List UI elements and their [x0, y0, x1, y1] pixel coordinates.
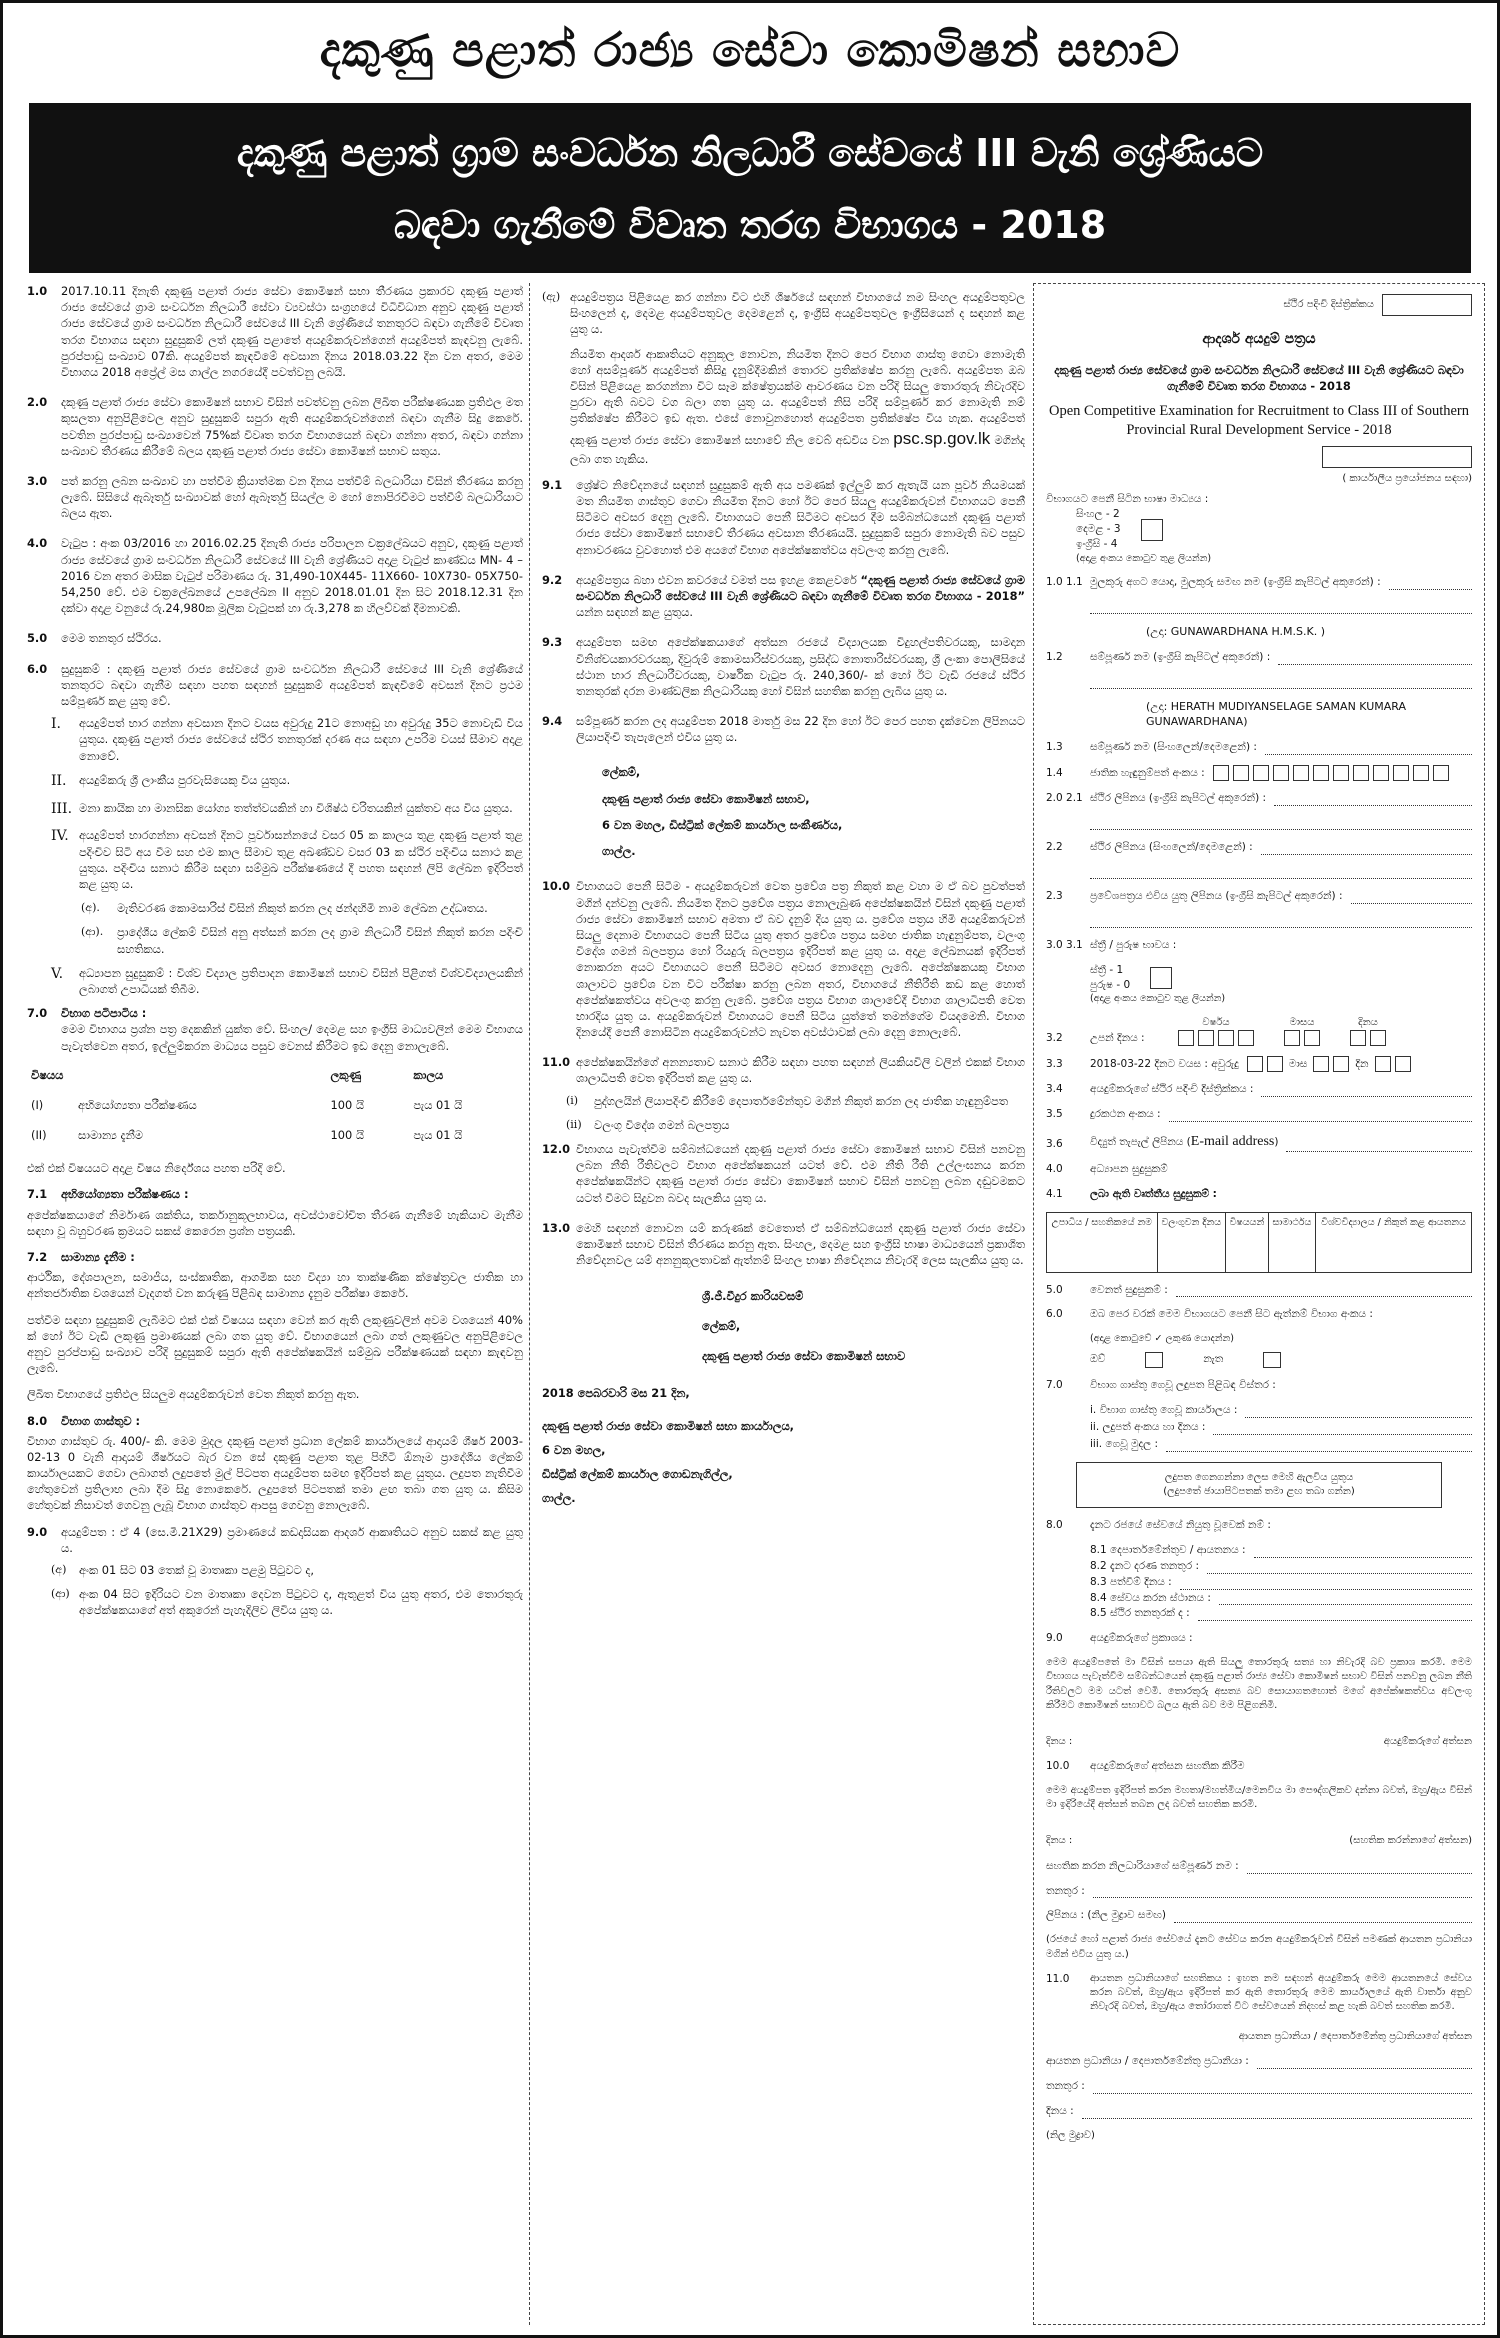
nic-boxes[interactable] — [1213, 765, 1449, 781]
qualification-item-education: V. අධ්‍යාපන සුදුසුකම් : විශ්ව විද්‍යාල ප්‍රතිපාදන කොමිෂන් සභාව විසින් පිළිගත් විශ්වවිද්‍යාලයකින් ලබාගත් උපාධියක් තිබීම. — [51, 965, 523, 996]
website-link[interactable]: psc.sp.gov.lk — [893, 428, 991, 448]
section-7-1: 7.1 අභියෝග්‍යතා පරීක්ෂණය : — [27, 1187, 189, 1202]
signature-block: ශ්‍රී.ජී.වීදුර කාරියවසම් ලේකම්, දකුණු පළාත් රාජ්‍ය සේවා කොමිෂන් සභාව — [702, 1289, 906, 1363]
qualification-item: II. අයදුම්කරු ශ්‍රී ලාංකීය පුරවැසියෙකු විය යුතුය. — [51, 772, 291, 789]
age-days-boxes[interactable] — [1375, 1056, 1411, 1072]
qualifications-table: උපාධිය / සහතිකයේ නම වලංගුවන දිනය විෂයයන් සාමාර්ථය විශ්වවිද්‍යාලය / නිකුත් කළ ආයතනය — [1046, 1212, 1472, 1273]
office-address: දකුණු පළාත් රාජ්‍ය සේවා කොමිෂන් සභා කාර්යාලය, 6 වන මහල, ඩිස්ට්‍රික් ලේකම් කාර්යාල ගොඩනැගිල්ල, ගාල්ල. — [542, 1419, 795, 1506]
exam-subjects-table: විෂයය ලකුණු කාලය (I) අභියෝග්‍යතා පරීක්ෂණය 100 යි පැය 01 යි (II) සාමාන්‍ය දැනීම 100 යි පැය 01 යි — [27, 1060, 523, 1151]
section-8-fee: 8.0 විභාග ගාස්තුව : — [27, 1413, 141, 1428]
column-1: 1.0 2017.10.11 දිනැති දකුණු පළාත් රාජ්‍ය සේවා කොමිෂන් සභා තීරණය ප්‍රකාරව දකුණු පළාත් රාජ්‍ය සේවයේ ග්‍රාම සංවර්ධන නිලධාරී සේවා ව්‍යවස්ථා සංග්‍රහයේ විධිවිධාන අනුව දකුණු පළාත් රාජ්‍ය සේවයේ ග්‍රාම සංවර්ධන නිලධාරී සේවයේ III වැනි ශ්‍රේණියේ තනතුරට බඳවා ගැනීමේ විවෘත තරග විභාගය සඳහා සුදුසුකම් ලත් දකුණු පළාතේ අයදුම්කරුවන්ගෙන් අයදුම්පත් කැඳවනු ලැබේ. පුරප්පාඩු සංඛ්‍යාව 07කි. අයදුම්පත් කැඳවීමේ අවසාන දිනය 2018.03.22 දින වන අතර, මෙම විභාගය 2018 අප්‍රේල් මස ගාල්ල නගරයේදී පවත්වනු ලබයි. 2.0 දකුණු පළාත් රාජ්‍ය සේවා කොමිෂන් සභාව විසින් පවත්වනු ලබන ලිඛිත පරීක්ෂණයක ප්‍රතිඵල මත කුසලතා අනුපිළිවෙල අනුව සුදුසුකම් සපුරා ඇති අයදුම්කරුවන්ගෙන් බඳවා ගැනීම සිදු කෙරේ. පවතින පුරප්පාඩු සංඛ්‍යාවෙන් 75%ක් විවෘත තරග විභාගයෙන් බඳවා ගන්නා අතර, බඳවා ගන්නා සංඛ්‍යාව තීරණය කිරීමේ බලය දකුණු පළාත් රාජ්‍ය සේවා කොමිෂන් සභාව සතුය. 3.0 පත් කරනු ලබන සංඛ්‍යාව හා පත්වීම ක්‍රියාත්මක වන දිනය පත්වීම් බලධාරියා විසින් තීරණය කරනු ලැබේ. සිසියේ ඇබෑර්තු සංඛ්‍යාවක් හෝ ඇබෑර්තු සියල්ල ම හෝ නොපිරවීමට පත්වීම් බලධාරියාට බලය ඇත. 4.0 වැටුප : අංක 03/2016 හා 2016.02.25 දිනැති රාජ්‍ය පරිපාලන චක්‍රලේඛයට අනුව, දකුණු පළාත් රාජ්‍ය සේවයේ ග්‍රාම සංවර්ධන නිලධාරී සේවයේ III වැනි ශ්‍රේණියට අදාළ වැටුප් කාණ්ඩය MN- 4 – 2016 වන අතර මාසික වැටුප් පරිමාණය රු. 31,490-10X445- 11X660- 10X730- 05X750- 54,250 වේ. එම චක්‍රලේඛනයේ උපලේඛන II අනුව 2018.01.01 දින සිට 2018.12.31 දින දක්වා අදාළ වනුයේ රු.24,980ක මූලික වැටුපක් හා රු.3,278 ක හිලව්වක් දීමනාවකි. 5.0 මෙම තනතුර ස්ථිරය. 6.0 සුදුසුකම් : දකුණු පළාත් රාජ්‍ය සේවයේ ග්‍රාම සංවර්ධන නිලධාරී සේවයේ III වැනි ශ්‍රේණියේ තනතුරට බඳවා ගැනීම සඳහා පහත සඳහන් සුදුසුකම් අයදුම්පත් කැඳවීමේ අවසන් දිනට ප්‍රථම සම්පූර්ණ කළ යුතු වේ. I. අයදුම්පත් භාර ගන්නා අවසාන දිනට වයස අවුරුදු 21ට නොඅඩු හා අවුරුදු 35ට නොවැඩි විය යුතුය. දකුණු පළාත් රාජ්‍ය සේවයේ ස්ථිර තනතුරක් දරණ අය සඳහා උපරිම වයස් සීමාව අදාළ නොවේ. II. අයදුම්කරු ශ්‍රී ලාංකීය පුරවැසියෙකු විය යුතුය. III. මනා කායික හා මානසික යෝග්‍ය තත්ත්වයකින් හා විශිෂ්ඨ චරිතයකින් යුක්තව අය විය යුතුය. IV. අයදුම්පත් භාරගන්නා අවසන් දිනට පූර්වාසන්නයේ වසර 05 ක කාලය තුළ දකුණු පළාත් තුළ පදිංචිව සිටි අය වීම සහ එම කාල සීමාව තුළ අඛණ්ඩව වසර 03 ක ස්ථිර පදිංචිය සනාථ කළ යුතුය. පදිංචිය සනාථ කිරීම සඳහා සම්මුඛ පරීක්ෂණයේ දී පහත සඳහන් ලිපි ලේඛන ඉදිරිපත් කළ යුතු ය. (අ). මැතිවරණ කොමසාරිස් විසින් නිකුත් කරන ලද ඡන්දහිමි නාම ලේඛන උද්ධෘතය. (ආ). ප්‍රාදේශීය ලේකම් විසින් අනු අත්සන් කරන ලද ග්‍රාම නිලධාරී විසින් නිකුත් කරන පදිංචි සහතිකය. V. අධ්‍යාපන සුදුසුකම් : විශ්ව විද්‍යාල ප්‍රතිපාදන කොමිෂන් සභාව විසින් පිළිගත් විශ්වවිද්‍යාලයකින් ලබාගත් උපාධියක් තිබීම. 7.0 විභාග පටිපාටිය : මෙම විභාගය ප්‍රශ්න පත්‍ර දෙකකින් යුක්ත වේ. සිංහල/ දෙමළ සහ ඉංග්‍රීසි මාධ්‍යවලින් මෙම විභාගය පැවැත්වෙන අතර, ඉල්ලුම්කරන මාධ්‍යය පසුව වෙනස් කිරීමට ඉඩ දෙනු නොලැබේ. විෂයය ලකුණු කාලය (I) අභියෝග්‍යතා පරීක්ෂණය 100 යි පැය 01 යි (II) සාමාන්‍ය දැනීම 100 යි පැය 01 යි එක් එක් විෂයයට අදාළ විෂය නිර්දේශය පහත පරිදි වේ. 7.1 අභියෝග්‍යතා පරීක්ෂණය : අපේක්ෂකයාගේ නිර්මාණ ශක්තිය, තර්කානුකූලභාවය, අවස්ථාවෝචිත තීරණ ගැනීමේ හැකියාව මැනීම සඳහා වූ බහුවරණ ක්‍රමයට සකස් කෙරෙන ප්‍රශ්න පත්‍රයකි. 7.2 සාමාන්‍ය දැනීම : ආර්ථික, දේශපාලන, සමාජීය, සංස්කෘතික, ආගමික සහ විද්‍යා හා තාක්ෂණික ක්ෂේත්‍රවල ජාතික හා අන්තර්ජාතික වශයෙන් වැදගත් වන කරුණු පිළිබඳ සාමාන්‍ය දැනුම පරීක්ෂා කෙරේ. පත්වීම සඳහා සුදුසුකම් ලැබීමට එක් එක් විෂයය සඳහා වෙන් කර ඇති ලකුණුවලින් අවම වශයෙන් 40% ක් හෝ ඊට වැඩි ලකුණු ප්‍රමාණයක් ලබා ගත යුතු වේ. විභාගයෙන් ලබා ගත් ලකුණුවල අනුපිළිවෙල අනුව පුරප්පාඩු සංඛ්‍යාව පරිදි සුදුසුකම් සපුරා ඇති අපේක්ෂකයින් සම්මුඛ පරීක්ෂණයක් සඳහා කැඳවනු ලැබේ. ලිඛිත විභාගයේ ප්‍රතිඵල සියලුම අයදුම්කරුවන් වෙත නිකුත් කරනු ඇත. 8.0 විභාග ගාස්තුව : විභාග ගාස්තුව රු. 400/- කි. මෙම මුදල දකුණු පළාත් ප්‍රධාන ලේකම් කාර්යාලයේ ආදායම් ශීර්ෂ 2003-02-13 0 වැනි ආදායම් ශීර්ෂයට බැර වන සේ දකුණු පළාත තුළ පිහිටි ඕනෑම ප්‍රාදේශීය ලේකම් කාර්යාලයකට ගෙවා ලබාගත් ලදුපතේ මුල් පිටපත අයදුම්පත සමඟ ඉදිරිපත් කළ යුතුය. ලදුපත නැතිවීම හේතුවෙන් ප්‍රතිලාභ ලබා දීම සිදු නොකෙරේ. ලදුපතේ පිටපතක් තමා ළඟ තබා ගත යුතු ය. කිසිම හේතුවක් නිසාවත් ගෙවනු ලැබූ විභාග ගාස්තුව ආපසු ගෙවනු නොලැබේ. 9.0 අයදුම්පත : ඒ 4 (සෙ.මී.21X29) ප්‍රමාණයේ කඩදාසියක ආදර්ශ ආකෘතියට අනුව සකස් කළ යුතු ය. (අ) අංක 01 සිට 03 තෙක් වූ මාතෘකා පළමු පිටුවට ද, (ආ) අංක 04 සිට ඉදිරියට වන මාතෘකා දෙවන පිටුවට ද, ඇතුළත් විය යුතු අතර, එම තොරතුරු අපේක්ෂකයාගේ අත් අකුරෙන් පැහැදිලිව ලිවිය යුතු ය. — [27, 284, 523, 1618]
section-1: 1.0 2017.10.11 දිනැති දකුණු පළාත් රාජ්‍ය සේවා කොමිෂන් සභා තීරණය ප්‍රකාරව දකුණු පළාත් රාජ්‍ය සේවයේ ග්‍රාම සංවර්ධන නිලධාරී සේවා ව්‍යවස්ථා සංග්‍රහයේ විධිවිධාන අනුව දකුණු පළාත් රාජ්‍ය සේවයේ ග්‍රාම සංවර්ධන නිලධාරී සේවයේ III වැනි ශ්‍රේණියේ තනතුරට බඳවා ගැනීමේ විවෘත තරග විභාගය සඳහා සුදුසුකම් ලත් දකුණු පළාතේ අයදුම්කරුවන්ගෙන් අයදුම්පත් කැඳවනු ලැබේ. පුරප්පාඩු සංඛ්‍යාව 07කි. අයදුම්පත් කැඳවීමේ අවසාන දිනය 2018.03.22 දින වන අතර, මෙම විභාගය 2018 අප්‍රේල් මස ගාල්ල නගරයේදී පවත්වනු ලබයි. — [27, 284, 523, 379]
residence-doc-item: (අ). මැතිවරණ කොමසාරිස් විසින් නිකුත් කරන ලද ඡන්දහිමි නාම ලේඛන උද්ධෘතය. — [81, 901, 488, 916]
title-banner — [29, 103, 1471, 273]
model-application-form: ස්ථිර පදිංචි දිස්ත්‍රික්කය ආදර්ශ අයදුම් පත්‍රය දකුණු පළාත් රාජ්‍ය සේවයේ ග්‍රාම සංවර්ධන නිලධාරී සේවයේ III වැනි ශ්‍රේණියට බඳවා ගැනීමේ විවෘත තරග විභාගය - 2018 Open Competitive Examination for Recruitment to Class III of Southern Provincial Rural Development Service - 2018 ( කාර්යාලීය ප්‍රයෝජනය සඳහා) විභාගයට පෙනී සිටින භාෂා මාධ්‍යය : සිංහල - 2 දෙමළ - 3 ඉංග්‍රීසි - 4 (අදාළ අංකය කොටුව තුළ ලියන්න) 1.0 1.1 මුලකුරු අගට යොදා, මුලකුරු සමඟ නම (ඉංග්‍රීසි කැපිටල් අකුරෙන්) : (උදා: GUNAWARDHANA H.M.S.K. ) 1.2 සම්පූර්ණ නම (ඉංග්‍රීසි කැපිටල් අකුරෙන්) : (උදා: HERATH MUDIYANSELAGE SAMAN KUMARA GUNAWARDHANA) 1.3 සම්පූර්ණ නම (සිංහලෙන්/දෙමළෙන්) : 1.4 ජාතික හැඳුනුම්පත් අංකය : 2.0 2.1 ස්ථිර ලිපිනය (ඉංග්‍රීසි කැපිටල් අකුරෙන්) : 2.2 ස්ථිර ලිපිනය (සිංහලෙන්/දෙමළෙන්) : 2.3 ප්‍රවේශපත්‍රය එවිය යුතු ලිපිනය (ඉංග්‍රීසි කැපිටල් අකුරෙන්) : 3.0 3.1 ස්ත්‍රී / පුරුෂ භාවය : ස්ත්‍රී - 1 පුරුෂ - 0 (අදාළ අංකය කොටුව තුළ ලියන්න) 3.2 උපන් දිනය : වර්ෂය මාසය දිනය 3.3 2018-03-22 දිනට වයස : අවුරුදු මාස දින 3.4 අයදුම්කරුගේ ස්ථිර පදිංචි දිස්ත්‍රික්කය : 3.5 දුරකථන අංකය : 3.6 විද්‍යුත් තැපැල් ලිපිනය (E-mail address) 4.0 අධ්‍යාපන සුදුසුකම් 4.1 ලබා ඇති වෘත්තීය සුදුසුකම් : උපාධිය / සහතිකයේ නම වලංගුවන දිනය විෂයයන් සාමාර්ථය විශ්වවිද්‍යාලය / නිකුත් කළ ආයතනය 5.0 වෙනත් සුදුසුකම් : 6.0 ඔබ පෙර වරක් මෙම විභාගයට පෙනී සිට ඇත්නම් විභාග අංකය : (අදාළ කොටුවේ ✓ ලකුණ යොදන්න) ඔව් නැත 7.0 විභාග ගාස්තු ගෙවූ ලදුපත පිළිබඳ විස්තර : i. විභාග ගාස්තු ගෙවූ කාර්යාලය : ii. ලදුපත් අංකය හා දිනය : iii. ගෙවූ මුදල : ලදුපත ගෙනගන්නා ලෙස මෙහි ඇලවිය යුතුය (ලදුපතේ ඡායාපිටපතක් තමා ළඟ තබා ගන්න) 8.0 දැනට රජයේ සේවයේ නියුතු වූවෙක් නම් : 8.1 දෙපාර්තමේන්තුව / ආයතනය : 8.2 දැනට දරණ තනතුර : 8.3 පත්වීම් දිනය : 8.4 සේවය කරන ස්ථානය : 8.5 ස්ථිර තනතුරක් ද : 9.0 අයදුම්කරුගේ ප්‍රකාශය : මෙම අයදුම්පතේ මා විසින් සපයා ඇති සියලු තොරතුරු සත්‍ය හා නිවැරදි බව ප්‍රකාශ කරමි. මෙම විභාගය පැවැත්වීම සම්බන්ධයෙන් දකුණු පළාත් රාජ්‍ය සේවා කොමිෂන් සභාව විසින් පනවනු ලබන නීති රීතිවලට මම යටත් වෙමි. තොරතුරු අසත්‍ය බව සොයාගතහොත් මගේ අපේක්ෂකත්වය අවලංගු කිරීමට කොමිෂන් සභාවට බලය ඇති බව මම පිළිගනිමි. දිනය : අයදුම්කරුගේ අත්සන 10.0 අයදුම්කරුගේ අත්සන සහතික කිරීම මෙම අයදුම්පත ඉදිරිපත් කරන මහතා/මහත්මිය/මෙනවිය මා පෞද්ගලිකව දන්නා බවත්, ඔහු/ඇය විසින් මා ඉදිරියේදී අත්සන් තබන ලද බවත් සහතික කරමි. දිනය : (සහතික කරන්නාගේ අත්සන) සහතික කරන නිලධාරියාගේ සම්පූර්ණ නම : තනතුර : ලිපිනය : (නිල මුද්‍රාව සමඟ) (රජයේ හෝ පළාත් රාජ්‍ය සේවයේ දැනට සේවය කරන අයදුම්කරුවන් විසින් පමණක් ආයතන ප්‍රධානියා මගින් එවිය යුතු ය.) 11.0 ආයතන ප්‍රධානියාගේ සහතිකය : ඉහත නම සඳහන් අයදුම්කරු මෙම ආයතනයේ සේවය කරන බවත්, ඔහු/ඇය ඉදිරිපත් කර ඇති තොරතුරු මෙම කාර්යාලයේ ඇති වාර්තා අනුව නිවැරදි බවත්, ඔහු/ඇය තෝරාගත් විට සේවයෙන් නිදහස් කළ හැකි බවත් සහතික කරමි. ආයතන ප්‍රධානියා / දෙපාර්තමේන්තු ප්‍රධානියාගේ අත්සන ආයතන ප්‍රධානියා / දෙපාර්තමේන්තු ප්‍රධානියා : තනතුර : දිනය : (නිල මුද්‍රාව) — [1033, 283, 1485, 2325]
id-doc-item: (i) පුද්ගලයින් ලියාපදිංචි කිරීමේ දෙපාර්තමේන්තුව මගින් නිකුත් කරන ලද ජාතික හැඳුනුම්පත — [566, 1093, 1008, 1108]
section-4-salary: 4.0 වැටුප : අංක 03/2016 හා 2016.02.25 දිනැති රාජ්‍ය පරිපාලන චක්‍රලේඛයට අනුව, දකුණු පළාත් රාජ්‍ය සේවයේ ග්‍රාම සංවර්ධන නිලධාරී සේවයේ III වැනි ශ්‍රේණියට අදාළ වැටුප් කාණ්ඩය MN- 4 – 2016 වන අතර මාසික වැටුප් පරිමාණය රු. 31,490-10X445- 11X660- 10X730- 05X750- 54,250 වේ. එම චක්‍රලේඛනයේ උපලේඛන II අනුව 2018.01.01 දින සිට 2018.12.31 දින දක්වා අදාළ වනුයේ රු.24,980ක මූලික වැටුපක් හා රු.3,278 ක හිලව්වක් දීමනාවකි. — [27, 536, 523, 616]
notice-body — [17, 283, 1483, 2325]
form-english-title: Open Competitive Examination for Recruitment to Class III of Southern Provincial Rural Development Service - 2018 — [1048, 403, 1469, 439]
qualification-item: IV. අයදුම්පත් භාරගන්නා අවසන් දිනට පූර්වාසන්නයේ වසර 05 ක කාලය තුළ දකුණු පළාත් තුළ පදිංචිව සිටි අය වීම සහ එම කාල සීමාව තුළ අඛණ්ඩව වසර 03 ක ස්ථිර පදිංචිය සනාථ කළ යුතුය. පදිංචිය සනාථ කිරීම සඳහා සම්මුඛ පරීක්ෂණයේ දී පහත සඳහන් ලිපි ලේඛන ඉදිරිපත් කළ යුතු ය. — [51, 828, 523, 891]
application-item: (ඇ) අයදුම්පත්‍රය පිළියෙළ කර ගන්නා විට එහි ශීර්ෂයේ සඳහන් විභාගයේ නම සිංහල අයදුම්පතුවල සිංහලෙන් ද, දෙමළ අයදුම්පතුවල දෙමළෙන් ද, ඉංග්‍රීසි අයදුම්පතුවල ඉංග්‍රීසියෙන් ද සඳහන් කළ යුතු ය. — [542, 290, 1025, 337]
section-12: 12.0 විභාගය පැවැත්වීම සම්බන්ධයෙන් දකුණු පළාත් රාජ්‍ය සේවා කොමිෂන් සභාව විසින් පනවනු ලබන නීති රීතිවලට විභාග අපේක්ෂකයන් යටත් වේ. එම නීති රීති උල්ලංඝනය කරන අපේක්ෂකයින්ට දකුණු පළාත් රාජ්‍ය සේවා කොමිෂන් සභාව විසින් පනවනු ලබන දඬුවමකට යටත් වීමට සිදුවන බවද සැලකිය යුතු ය. — [542, 1142, 1025, 1205]
column-2: (ඇ) අයදුම්පත්‍රය පිළියෙළ කර ගන්නා විට එහි ශීර්ෂයේ සඳහන් විභාගයේ නම සිංහල අයදුම්පතුවල සිංහලෙන් ද, දෙමළ අයදුම්පතුවල දෙමළෙන් ද, ඉංග්‍රීසි අයදුම්පතුවල ඉංග්‍රීසියෙන් ද සඳහන් කළ යුතු ය. නියමිත ආදර්ශ ආකෘතියට අනුකූල නොවන, නියමිත දිනට පෙර විභාග ගාස්තු ගෙවා නොමැති හෝ අසම්පූර්ණ අයදුම්පත් කිසිදු දැනුම්දීමකින් තොරව ප්‍රතික්ෂේප කරනු ලැබේ. අයදුම්පත ඔබ විසින් පිළියෙළ කරගන්නා විට සෑම ක්ෂේත්‍රයක්ම ආවරණය වන පරිදි සියලු තොරතුරු නිවැරදිව පුරවා ඇති බවට වග බලා ගත යුතු ය. අයදුම්පත් නිසි පරිදි සම්පූර්ණ කර නොමැති නම් ප්‍රතික්ෂේප කිරීමට ඉඩ ඇත. එසේ නොවුනහොත් අයදුම්පත ප්‍රතික්ෂේප විය හැක. අයදුම්පත් දකුණු පළාත් රාජ්‍ය සේවා කොමිෂන් සභාවේ නිල වෙබ් අඩවිය වන psc.sp.gov.lk මගින්ද ලබා ගත හැකිය. 9.1 ශ්‍රේෂ්ට නිවේදනයේ සඳහන් සුදුසුකම් ඇති අය පමණක් ඉල්ලුම් කර ඇතැයි යන පූර්ව නියමයක් මත නියමිත ගාස්තුව ගෙවා නියමිත දිනට හෝ ඊට පෙර සියලු අයදුම්කරුවන් විභාගයට පෙනී සිටීමට අවසර දෙනු ලැබේ. විභාගයට පෙනී සිටීමට අවසර දීම සම්බන්ධයෙන් දකුණු පළාත් රාජ්‍ය සේවා කොමිෂන් සභාවේ තීරණය අවසාන තීරණයයි. සුදුසුකම් සපුරා නොමැති බව පසුව අනාවරණය වුවහොත් එම අයගේ විභාග අපේක්ෂකත්වය අවලංගු කරනු ලැබේ. 9.2 අයදුම්පත්‍රය බහා එවන කවරයේ වමත් පස ඉහළ කෙළවරේ “දකුණු පළාත් රාජ්‍ය සේවයේ ග්‍රාම සංවර්ධන නිලධාරී සේවයේ III වැනි ශ්‍රේණියට බඳවා ගැනීමේ විවෘත තරග විභාගය - 2018” යන්න සඳහන් කළ යුතුය. 9.3 අයදුම්පත සමඟ අපේක්ෂකයාගේ අත්සන රජයේ විද්‍යාලයක විදුහල්පතිවරයකු, සාමදාන විනිශ්චයකාරවරයකු, දිවුරුම් කොමසාරිස්වරයකු, ප්‍රසිද්ධ නොතාරිස්වරයකු, ශ්‍රී ලංකා පොලීසියේ ස්ථාන භාර නිලධාරීවරයකු, වාර්ෂික වැටුප රු. 240,360/- ක් හෝ ඊට වැඩි රජයේ ස්ථිර තනතුරක් දරන මාණ්ඩලික නිලධාරියකු හෝ විසින් සහතික කරනු ලැබිය යුතු ය. 9.4 සම්පූර්ණ කරන ලද අයදුම්පත 2018 මාර්තු මස 22 දින හෝ ඊට පෙර පහත දැක්වෙන ලිපිනයට ලියාපදිංචි තැපැලෙන් එවිය යුතු ය. ලේකම්, දකුණු පළාත් රාජ්‍ය සේවා කොමිෂන් සභාව, 6 වන මහල, ඩිස්ට්‍රික් ලේකම් කාර්යාල සංකීර්ණය, ගාල්ල. 10.0 විභාගයට පෙනී සිටීම - අයදුම්කරුවන් වෙත ප්‍රවේශ පත්‍ර නිකුත් කළ වහා ම ඒ බව පුවත්පත් මගින් දන්වනු ලැබේ. නියමිත දිනට ප්‍රවේශ පත්‍රය නොලැබුණ අපේක්ෂකයින් විසින් දකුණු පළාත් රාජ්‍ය සේවා කොමිෂන් සභාව අමතා ඒ බව දැනුම් දිය යුතු ය. ප්‍රවේශ පත්‍රය හිමි අයදුම්කරුවන් සියලු දෙනාම විභාගයට පෙනී සිටිය යුතු අතර ප්‍රවේශ පත්‍රය සමඟ ජාතික හැඳුනුම්පත, වලංගු විදේශ ගමන් බලපත්‍රය හෝ රියදුරු බලපත්‍රය ඉදිරිපත් කළ යුතු ය. අදාළ ලේඛනයක් ඉදිරිපත් නොකරන අයට විභාගයට පෙනී සිටීමට අවසර නොදෙනු ලැබේ. අපේක්ෂකයකු විභාග ශාලාවට ප්‍රවේශ වන විට පරීක්ෂා කරනු ලබන අතර, විභාගයේ නීතිරීති කඩ කළ හොත් අපේක්ෂකත්වය අවලංගු කරනු ලැබේ. ප්‍රවේශ පත්‍රය විභාග ශාලාවේදී විභාග ශාලාධිපති වෙත භාරදිය යුතු ය. අයදුම්කරුවන් විභාගයට පෙනී සිටිය යුත්තේ තමන්ගේම වියදමෙනි. විභාග දිනයේදී පෙනී නොසිටින අයදුම්කරුවන්ට නැවත අවස්ථාවක් ලබා දෙනු නොලැබේ. 11.0 අපේක්ෂකයින්ගේ අනන්‍යතාව සනාථ කිරීම සඳහා පහත සඳහන් ලියකියවිලි වලින් එකක් විභාග ශාලාධිපති වෙත ඉදිරිපත් කළ යුතු ය. (i) පුද්ගලයින් ලියාපදිංචි කිරීමේ දෙපාර්තමේන්තුව මගින් නිකුත් කරන ලද ජාතික හැඳුනුම්පත (ii) වලංගු විදේශ ගමන් බලපත්‍රය 12.0 විභාගය පැවැත්වීම සම්බන්ධයෙන් දකුණු පළාත් රාජ්‍ය සේවා කොමිෂන් සභාව විසින් පනවනු ලබන නීති රීතිවලට විභාග අපේක්ෂකයන් යටත් වේ. එම නීති රීති උල්ලංඝනය කරන අපේක්ෂකයින්ට දකුණු පළාත් රාජ්‍ය සේවා කොමිෂන් සභාව විසින් පනවනු ලබන දඬුවමකට යටත් වීමට සිදුවන බවද සැලකිය යුතු ය. 13.0 මෙහි සඳහන් නොවන යම් කරුණක් වෙතොත් ඒ සම්බන්ධයෙන් දකුණු පළාත් රාජ්‍ය සේවා කොමිෂන් සභාව විසින් තීරණය කරනු ඇත. සිංහල, දෙමළ සහ ඉංග්‍රීසි භාෂා මාධ්‍යයෙන් ප්‍රකාශිත නිවේදනවල යම් අනනුකූලතාවක් ඇත්නම් සිංහල භාෂා නිවේදනය නිවැරදි ලෙස සැලකිය යුතු ය. ශ්‍රී.ජී.වීදුර කාරියවසම් ලේකම්, දකුණු පළාත් රාජ්‍ය සේවා කොමිෂන් සභාව 2018 පෙබරවාරි මස 21 දින, දකුණු පළාත් රාජ්‍ය සේවා කොමිෂන් සභා කාර්යාලය, 6 වන මහල, ඩිස්ට්‍රික් ලේකම් කාර්යාල ගොඩනැගිල්ල, ගාල්ල. — [529, 283, 1025, 2325]
qualification-item: I. අයදුම්පත් භාර ගන්නා අවසාන දිනට වයස අවුරුදු 21ට නොඅඩු හා අවුරුදු 35ට නොවැඩි විය යුතුය. දකුණු පළාත් රාජ්‍ය සේවයේ ස්ථිර තනතුරක් දරණ අය සඳහා උපරිම වයස් සීමාව අදාළ නොවේ. — [51, 716, 523, 763]
section-7-2: 7.2 සාමාන්‍ය දැනීම : — [27, 1250, 135, 1264]
id-doc-item: (ii) වලංගු විදේශ ගමන් බලපත්‍රය — [566, 1117, 730, 1132]
section-9-1: 9.1 ශ්‍රේෂ්ට නිවේදනයේ සඳහන් සුදුසුකම් ඇති අය පමණක් ඉල්ලුම් කර ඇතැයි යන පූර්ව නියමයක් මත නියමිත ගාස්තුව ගෙවා නියමිත දිනට හෝ ඊට පෙර සියලු අයදුම්කරුවන් විභාගයට පෙනී සිටීමට අවසර දෙනු ලැබේ. විභාගයට පෙනී සිටීමට අවසර දීම සම්බන්ධයෙන් දකුණු පළාත් රාජ්‍ය සේවා කොමිෂන් සභාවේ තීරණය අවසාන තීරණයයි. සුදුසුකම් සපුරා නොමැති බව පසුව අනාවරණය වුවහොත් එම අයගේ විභාග අපේක්ෂකත්වය අවලංගු කරනු ලැබේ. — [542, 477, 1025, 557]
section-11: 11.0 අපේක්ෂකයින්ගේ අනන්‍යතාව සනාථ කිරීම සඳහා පහත සඳහන් ලියකියවිලි වලින් එකක් විභාග ශාලාධිපති වෙත ඉදිරිපත් කළ යුතු ය. — [542, 1055, 1025, 1086]
application-item: (ආ) අංක 04 සිට ඉදිරියට වන මාතෘකා දෙවන පිටුවට ද, ඇතුළත් විය යුතු අතර, එම තොරතුරු අපේක්ෂකයාගේ අත් අකුරෙන් පැහැදිලිව ලිවිය යුතු ය. — [51, 1587, 523, 1618]
district-input[interactable] — [1261, 1083, 1472, 1097]
application-item: (අ) අංක 01 සිට 03 තෙක් වූ මාතෘකා පළමු පිටුවට ද, — [51, 1563, 315, 1577]
full-name-input[interactable] — [1278, 651, 1472, 665]
table-row: (II) සාමාන්‍ය දැනීම 100 යි පැය 01 යි — [31, 1128, 463, 1143]
section-13: 13.0 මෙහි සඳහන් නොවන යම් කරුණක් වෙතොත් ඒ සම්බන්ධයෙන් දකුණු පළාත් රාජ්‍ය සේවා කොමිෂන් සභාව විසින් තීරණය කරනු ඇත. සිංහල, දෙමළ සහ ඉංග්‍රීසි භාෂා මාධ්‍යයෙන් ප්‍රකාශිත නිවේදනවල යම් අනනුකූලතාවක් ඇත්නම් සිංහල භාෂා නිවේදනය නිවැරදි ලෙස සැලකිය යුතු ය. — [542, 1220, 1025, 1268]
gender-box[interactable] — [1150, 967, 1172, 989]
section-10: 10.0 විභාගයට පෙනී සිටීම - අයදුම්කරුවන් වෙත ප්‍රවේශ පත්‍ර නිකුත් කළ වහා ම ඒ බව පුවත්පත් මගින් දන්වනු ලැබේ. නියමිත දිනට ප්‍රවේශ පත්‍රය නොලැබුණ අපේක්ෂකයින් විසින් දකුණු පළාත් රාජ්‍ය සේවා කොමිෂන් සභාව අමතා ඒ බව දැනුම් දිය යුතු ය. ප්‍රවේශ පත්‍රය හිමි අයදුම්කරුවන් සියලු දෙනාම විභාගයට පෙනී සිටිය යුතු අතර ප්‍රවේශ පත්‍රය සමඟ ජාතික හැඳුනුම්පත, වලංගු විදේශ ගමන් බලපත්‍රය හෝ රියදුරු බලපත්‍රය ඉදිරිපත් කළ යුතු ය. අදාළ ලේඛනයක් ඉදිරිපත් නොකරන අයට විභාගයට පෙනී සිටීමට අවසර නොදෙනු ලැබේ. අපේක්ෂකයකු විභාග ශාලාවට ප්‍රවේශ වන විට පරීක්ෂා කරනු ලබන අතර, විභාගයේ නීතිරීති කඩ කළ හොත් අපේක්ෂකත්වය අවලංගු කරනු ලැබේ. ප්‍රවේශ පත්‍රය විභාග ශාලාවේදී විභාග ශාලාධිපති වෙත භාරදිය යුතු ය. අයදුම්කරුවන් විභාගයට පෙනී සිටිය යුත්තේ තමන්ගේම වියදමෙනි. විභාග දිනයේදී පෙනී නොසිටින අයදුම්කරුවන්ට නැවත අවස්ථාවක් ලබා දෙනු නොලැබේ. — [542, 879, 1025, 1040]
phone-input[interactable] — [1169, 1108, 1472, 1122]
form-title: ආදර්ශ අයදුම් පත්‍රය — [1202, 331, 1316, 347]
section-2: 2.0 දකුණු පළාත් රාජ්‍ය සේවා කොමිෂන් සභාව විසින් පවත්වනු ලබන ලිඛිත පරීක්ෂණයක ප්‍රතිඵල මත කුසලතා අනුපිළිවෙල අනුව සුදුසුකම් සපුරා ඇති අයදුම්කරුවන්ගෙන් බඳවා ගැනීම සිදු කෙරේ. පවතින පුරප්පාඩු සංඛ්‍යාවෙන් 75%ක් විවෘත තරග විභාගයෙන් බඳවා ගන්නා අතර, බඳවා ගන්නා සංඛ්‍යාව තීරණය කිරීමේ බලය දකුණු පළාත් රාජ්‍ය සේවා කොමිෂන් සභාව සතුය. — [27, 395, 523, 458]
residence-doc-item: (ආ). ප්‍රාදේශීය ලේකම් විසින් අනු අත්සන් කරන ලද ග්‍රාම නිලධාරී විසින් නිකුත් කරන පදිංචි සහතිකය. — [81, 925, 523, 956]
section-5: 5.0 මෙම තනතුර ස්ථිරය. — [27, 631, 162, 646]
name-initials-input[interactable] — [1389, 576, 1472, 590]
other-qualifications-input[interactable] — [1176, 1283, 1472, 1297]
birth-year-boxes[interactable] — [1178, 1030, 1254, 1046]
medium-box[interactable] — [1141, 519, 1163, 541]
district-box[interactable] — [1382, 294, 1472, 316]
birth-month-boxes[interactable] — [1284, 1030, 1320, 1046]
full-name-sinhala-input[interactable] — [1265, 741, 1472, 755]
postal-address: ලේකම්, දකුණු පළාත් රාජ්‍ය සේවා කොමිෂන් සභාව, 6 වන මහල, ඩිස්ට්‍රික් ලේකම් කාර්යාල සංකීර්ණය, ගාල්ල. — [602, 765, 843, 859]
section-9-2: 9.2 අයදුම්පත්‍රය බහා එවන කවරයේ වමත් පස ඉහළ කෙළවරේ “දකුණු පළාත් රාජ්‍ය සේවයේ ග්‍රාම සංවර්ධන නිලධාරී සේවයේ III වැනි ශ්‍රේණියට බඳවා ගැනීමේ විවෘත තරග විභාගය - 2018” යන්න සඳහන් කළ යුතුය. — [542, 572, 1025, 620]
birth-day-boxes[interactable] — [1350, 1030, 1386, 1046]
section-7-procedure: 7.0 විභාග පටිපාටිය : මෙම විභාගය ප්‍රශ්න පත්‍ර දෙකකින් යුක්ත වේ. සිංහල/ දෙමළ සහ ඉංග්‍රීසි මාධ්‍යවලින් මෙම විභාගය පැවැත්වෙන අතර, ඉල්ලුම්කරන මාධ්‍යය පසුව වෙනස් කිරීමට ඉඩ දෙනු නොලැබේ. — [27, 1006, 523, 1053]
section-9-3: 9.3 අයදුම්පත සමඟ අපේක්ෂකයාගේ අත්සන රජයේ විද්‍යාලයක විදුහල්පතිවරයකු, සාමදාන විනිශ්චයකාරවරයකු, දිවුරුම් කොමසාරිස්වරයකු, ප්‍රසිද්ධ නොතාරිස්වරයකු, ශ්‍රී ලංකා පොලීසියේ ස්ථාන භාර නිලධාරීවරයකු, වාර්ෂික වැටුප රු. 240,360/- ක් හෝ ඊට වැඩි රජයේ ස්ථිර තනතුරක් දරන මාණ්ඩලික නිලධාරියකු හෝ විසින් සහතික කරනු ලැබිය යුතු ය. — [542, 635, 1025, 698]
title-line-2: බඳවා ගැනීමේ විවෘත තරග විභාගය - 2018 — [393, 203, 1107, 247]
permanent-address-sinhala-input[interactable] — [1261, 841, 1472, 855]
exam-table-note: එක් එක් විෂයයට අදාළ විෂය නිර්දේශය පහත පරිදි වේ. — [27, 1161, 286, 1176]
table-row: (I) අභියෝග්‍යතා පරීක්ෂණය 100 යි පැය 01 යි — [31, 1097, 463, 1112]
section-3: 3.0 පත් කරනු ලබන සංඛ්‍යාව හා පත්වීම ක්‍රියාත්මක වන දිනය පත්වීම් බලධාරියා විසින් තීරණය කරනු ලැබේ. සිසියේ ඇබෑර්තු සංඛ්‍යාවක් හෝ ඇබෑර්තු සියල්ල ම හෝ නොපිරවීමට පත්වීම් බලධාරියාට බලය ඇත. — [27, 473, 523, 521]
form-subtitle: දකුණු පළාත් රාජ්‍ය සේවයේ ග්‍රාම සංවර්ධන නිලධාරී සේවයේ III වැනි ශ්‍රේණියට බඳවා ගැනීමේ විවෘත තරග විභාගය - 2018 — [1054, 362, 1464, 394]
receipt-paste-box: ලදුපත ගෙනගන්නා ලෙස මෙහි ඇලවිය යුතුය (ලදුපතේ ඡායාපිටපතක් තමා ළඟ තබා ගන්න) — [1076, 1462, 1442, 1508]
title-line-1: දකුණු පළාත් ග්‍රාම සංවර්ධන නිලධාරී සේවයේ III වැනි ශ්‍රේණියට — [236, 131, 1264, 175]
age-months-boxes[interactable] — [1313, 1056, 1349, 1072]
office-use-box[interactable] — [1322, 446, 1472, 468]
admission-address-input[interactable] — [1351, 890, 1472, 904]
no-checkbox[interactable] — [1263, 1352, 1281, 1368]
email-input[interactable] — [1286, 1138, 1472, 1152]
notice-date: 2018 පෙබරවාරි මස 21 දින, — [542, 1386, 690, 1401]
commission-name: දකුණු පළාත් රාජ්‍ය සේවා කොමිෂන් සභාව — [319, 23, 1181, 78]
section-6-qualifications: 6.0 සුදුසුකම් : දකුණු පළාත් රාජ්‍ය සේවයේ ග්‍රාම සංවර්ධන නිලධාරී සේවයේ III වැනි ශ්‍රේණියේ තනතුරට බඳවා ගැනීම සඳහා පහත සඳහන් සුදුසුකම් අයදුම්පත් කැඳවීමේ අවසන් දිනට ප්‍රථම සම්පූර්ණ කළ යුතු වේ. — [27, 661, 523, 708]
section-9-4: 9.4 සම්පූර්ණ කරන ලද අයදුම්පත 2018 මාර්තු මස 22 දින හෝ ඊට පෙර පහත දැක්වෙන ලිපිනයට ලියාපදිංචි තැපැලෙන් එවිය යුතු ය. — [542, 714, 1025, 745]
qualification-item: III. මනා කායික හා මානසික යෝග්‍ය තත්ත්වයකින් හා විශිෂ්ඨ චරිතයකින් යුක්තව අය විය යුතුය. — [51, 800, 513, 817]
age-years-boxes[interactable] — [1247, 1056, 1283, 1072]
section-9-application: 9.0 අයදුම්පත : ඒ 4 (සෙ.මී.21X29) ප්‍රමාණයේ කඩදාසියක ආදර්ශ ආකෘතියට අනුව සකස් කළ යුතු ය. — [27, 1524, 523, 1555]
permanent-address-input[interactable] — [1274, 792, 1472, 806]
yes-checkbox[interactable] — [1145, 1352, 1163, 1368]
